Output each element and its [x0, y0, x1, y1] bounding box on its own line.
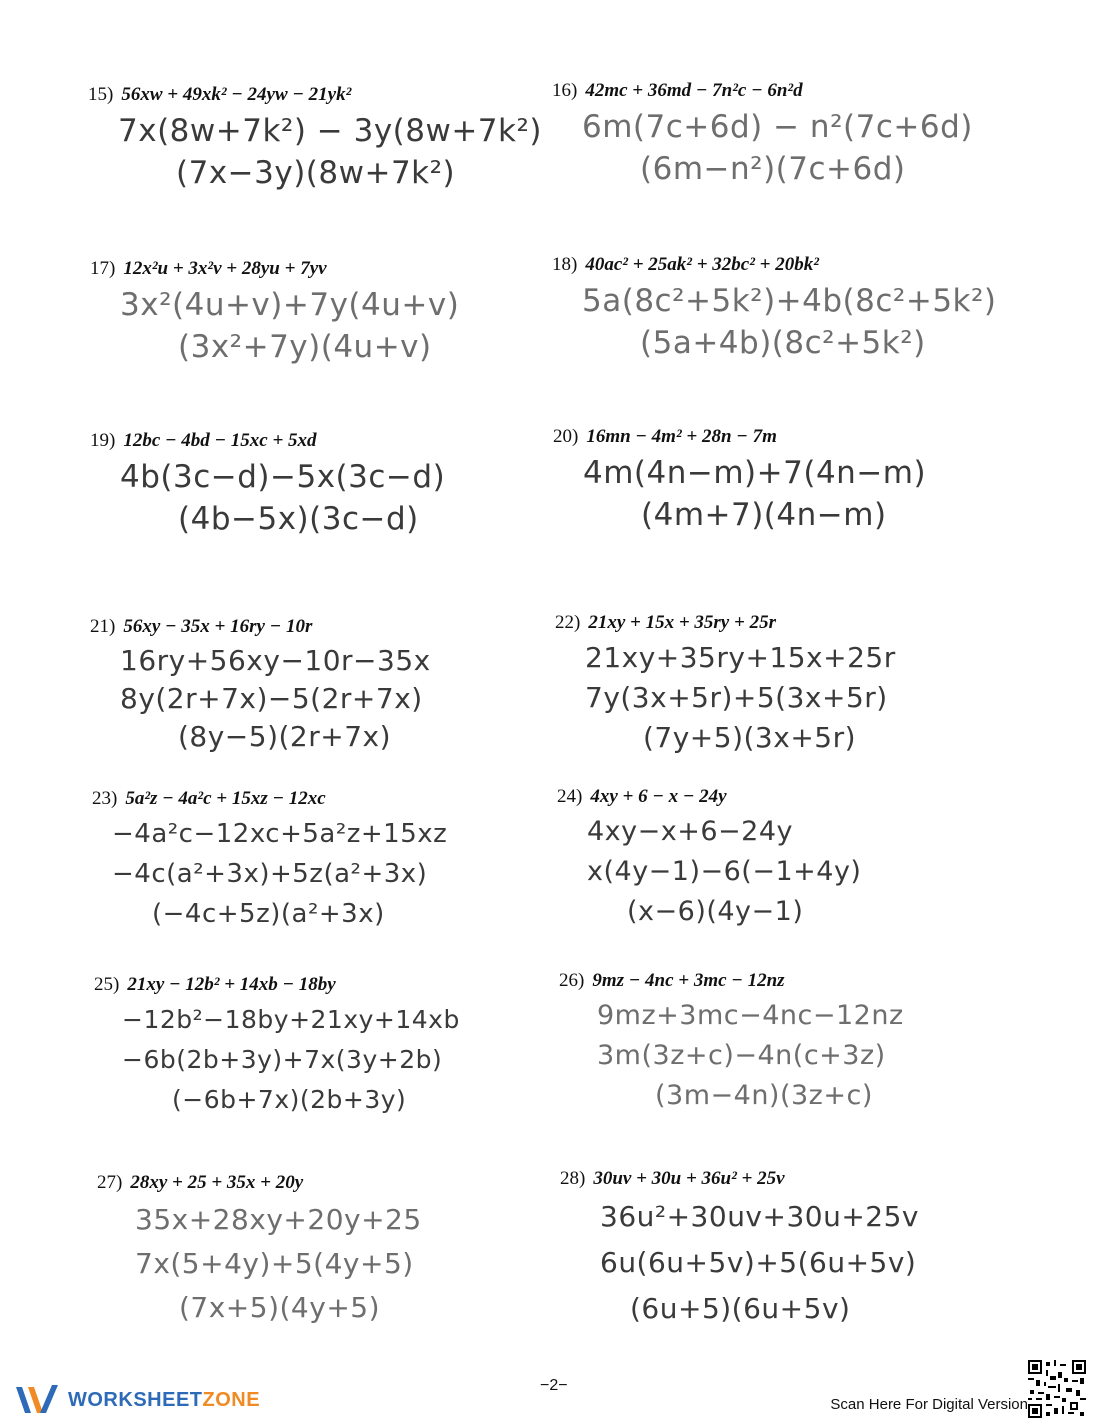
qr-code-icon[interactable]	[1028, 1360, 1086, 1418]
work-line: 35x+28xy+20y+25	[135, 1203, 422, 1236]
problem-16	[552, 80, 1022, 190]
problem-18	[552, 254, 1022, 364]
worksheetzone-logo	[14, 1383, 260, 1417]
handwritten-work	[552, 106, 1022, 190]
brand-name	[68, 1389, 260, 1412]
problem-expression: 42mc + 36md − 7n²c − 6n²d	[585, 80, 803, 101]
problem-expression: 28xy + 25 + 35x + 20y	[130, 1172, 304, 1193]
handwritten-work	[559, 996, 1029, 1116]
scan-caption: Scan Here For Digital Version	[830, 1396, 1028, 1413]
problem-expression: 56xw + 49xk² − 24yw − 21yk²	[121, 84, 352, 105]
handwritten-work	[97, 1198, 567, 1330]
problem-number: 20)	[553, 426, 579, 447]
problem-23	[92, 788, 562, 934]
work-line: (−4c+5z)(a²+3x)	[152, 899, 385, 929]
work-line: (7y+5)(3x+5r)	[643, 721, 857, 754]
work-line: 3x²(4u+v)+7y(4u+v)	[120, 287, 460, 323]
problem-prompt	[92, 788, 562, 810]
problem-number: 25)	[94, 974, 120, 995]
work-line: 7x(5+4y)+5(4y+5)	[135, 1247, 414, 1280]
problem-26	[559, 970, 1029, 1116]
problem-number: 19)	[90, 430, 116, 451]
problem-20	[553, 426, 1023, 536]
worksheetzone-logo-icon	[14, 1383, 60, 1417]
problem-prompt	[90, 258, 560, 280]
work-line: (7x−3y)(8w+7k²)	[176, 155, 456, 191]
handwritten-work	[553, 452, 1023, 536]
problem-prompt	[552, 254, 1022, 276]
work-line: 6u(6u+5v)+5(6u+5v)	[600, 1246, 917, 1279]
work-line: (3m−4n)(3z+c)	[655, 1080, 873, 1111]
work-line: (7x+5)(4y+5)	[179, 1291, 381, 1324]
work-line: (8y−5)(2r+7x)	[178, 720, 392, 753]
work-line: 5a(8c²+5k²)+4b(8c²+5k²)	[582, 283, 997, 319]
work-line: 6m(7c+6d) − n²(7c+6d)	[582, 109, 973, 145]
work-line: (4m+7)(4n−m)	[641, 497, 887, 533]
problem-22	[555, 612, 1025, 758]
problem-15	[88, 84, 558, 194]
problem-24	[557, 786, 1027, 932]
problem-expression: 40ac² + 25ak² + 32bc² + 20bk²	[585, 254, 819, 275]
problem-number: 21)	[90, 616, 116, 637]
work-line: 7x(8w+7k²) − 3y(8w+7k²)	[118, 113, 543, 149]
work-line: 9mz+3mc−4nc−12nz	[597, 1000, 904, 1031]
handwritten-work	[88, 110, 558, 194]
problem-21	[90, 616, 560, 756]
problem-prompt	[97, 1172, 567, 1194]
problem-25	[94, 974, 564, 1120]
work-line: 4xy−x+6−24y	[587, 816, 793, 847]
problem-17	[90, 258, 560, 368]
handwritten-work	[555, 638, 1025, 758]
problem-prompt	[553, 426, 1023, 448]
work-line: −4c(a²+3x)+5z(a²+3x)	[112, 859, 428, 889]
problem-number: 27)	[97, 1172, 123, 1193]
problem-number: 17)	[90, 258, 116, 279]
problem-number: 16)	[552, 80, 578, 101]
problem-expression: 21xy − 12b² + 14xb − 18by	[127, 974, 336, 995]
handwritten-work	[552, 280, 1022, 364]
work-line: 4m(4n−m)+7(4n−m)	[583, 455, 927, 491]
work-line: (6u+5)(6u+5v)	[630, 1292, 851, 1325]
problem-prompt	[90, 616, 560, 638]
work-line: 36u²+30uv+30u+25v	[600, 1200, 920, 1233]
problem-number: 15)	[88, 84, 114, 105]
work-line: −12b²−18by+21xy+14xb	[122, 1005, 460, 1034]
problem-expression: 9mz − 4nc + 3mc − 12nz	[592, 970, 785, 991]
problem-expression: 21xy + 15x + 35ry + 25r	[588, 612, 776, 633]
problem-number: 18)	[552, 254, 578, 275]
work-line: 3m(3z+c)−4n(c+3z)	[597, 1040, 886, 1071]
problem-prompt	[88, 84, 558, 106]
work-line: 4b(3c−d)−5x(3c−d)	[120, 459, 446, 495]
work-line: −4a²c−12xc+5a²z+15xz	[112, 819, 448, 849]
work-line: (4b−5x)(3c−d)	[178, 501, 419, 537]
problem-prompt	[94, 974, 564, 996]
problem-expression: 30uv + 30u + 36u² + 25v	[593, 1168, 785, 1189]
handwritten-work	[90, 642, 560, 756]
problem-expression: 12x²u + 3x²v + 28yu + 7yv	[123, 258, 327, 279]
problem-expression: 4xy + 6 − x − 24y	[590, 786, 727, 807]
problem-number: 23)	[92, 788, 118, 809]
work-line: (3x²+7y)(4u+v)	[178, 329, 432, 365]
problem-prompt	[555, 612, 1025, 634]
problem-number: 22)	[555, 612, 581, 633]
handwritten-work	[90, 456, 560, 540]
page-number: −2−	[540, 1377, 568, 1394]
problem-prompt	[90, 430, 560, 452]
problem-number: 28)	[560, 1168, 586, 1189]
work-line: (5a+4b)(8c²+5k²)	[640, 325, 926, 361]
work-line: x(4y−1)−6(−1+4y)	[587, 856, 862, 887]
brand-name-part-1: WORKSHEET	[68, 1388, 203, 1411]
work-line: 8y(2r+7x)−5(2r+7x)	[120, 682, 423, 715]
work-line: −6b(2b+3y)+7x(3y+2b)	[122, 1045, 443, 1074]
work-line: (x−6)(4y−1)	[627, 896, 804, 927]
problem-prompt	[559, 970, 1029, 992]
problem-prompt	[552, 80, 1022, 102]
problem-number: 26)	[559, 970, 585, 991]
problem-expression: 5a²z − 4a²c + 15xz − 12xc	[125, 788, 326, 809]
work-line: 21xy+35ry+15x+25r	[585, 641, 896, 674]
problem-expression: 16mn − 4m² + 28n − 7m	[586, 426, 777, 447]
work-line: 7y(3x+5r)+5(3x+5r)	[585, 681, 888, 714]
problem-expression: 56xy − 35x + 16ry − 10r	[123, 616, 313, 637]
work-line: 16ry+56xy−10r−35x	[120, 644, 431, 677]
handwritten-work	[90, 284, 560, 368]
problem-prompt	[560, 1168, 1030, 1190]
handwritten-work	[92, 814, 562, 934]
problem-expression: 12bc − 4bd − 15xc + 5xd	[123, 430, 317, 451]
handwritten-work	[560, 1194, 1030, 1332]
brand-name-part-2: ZONE	[202, 1388, 261, 1411]
handwritten-work	[557, 812, 1027, 932]
work-line: (6m−n²)(7c+6d)	[640, 151, 906, 187]
problem-prompt	[557, 786, 1027, 808]
handwritten-work	[94, 1000, 564, 1120]
problem-28	[560, 1168, 1030, 1332]
problem-number: 24)	[557, 786, 583, 807]
problem-19	[90, 430, 560, 540]
problem-27	[97, 1172, 567, 1330]
work-line: (−6b+7x)(2b+3y)	[172, 1085, 407, 1114]
